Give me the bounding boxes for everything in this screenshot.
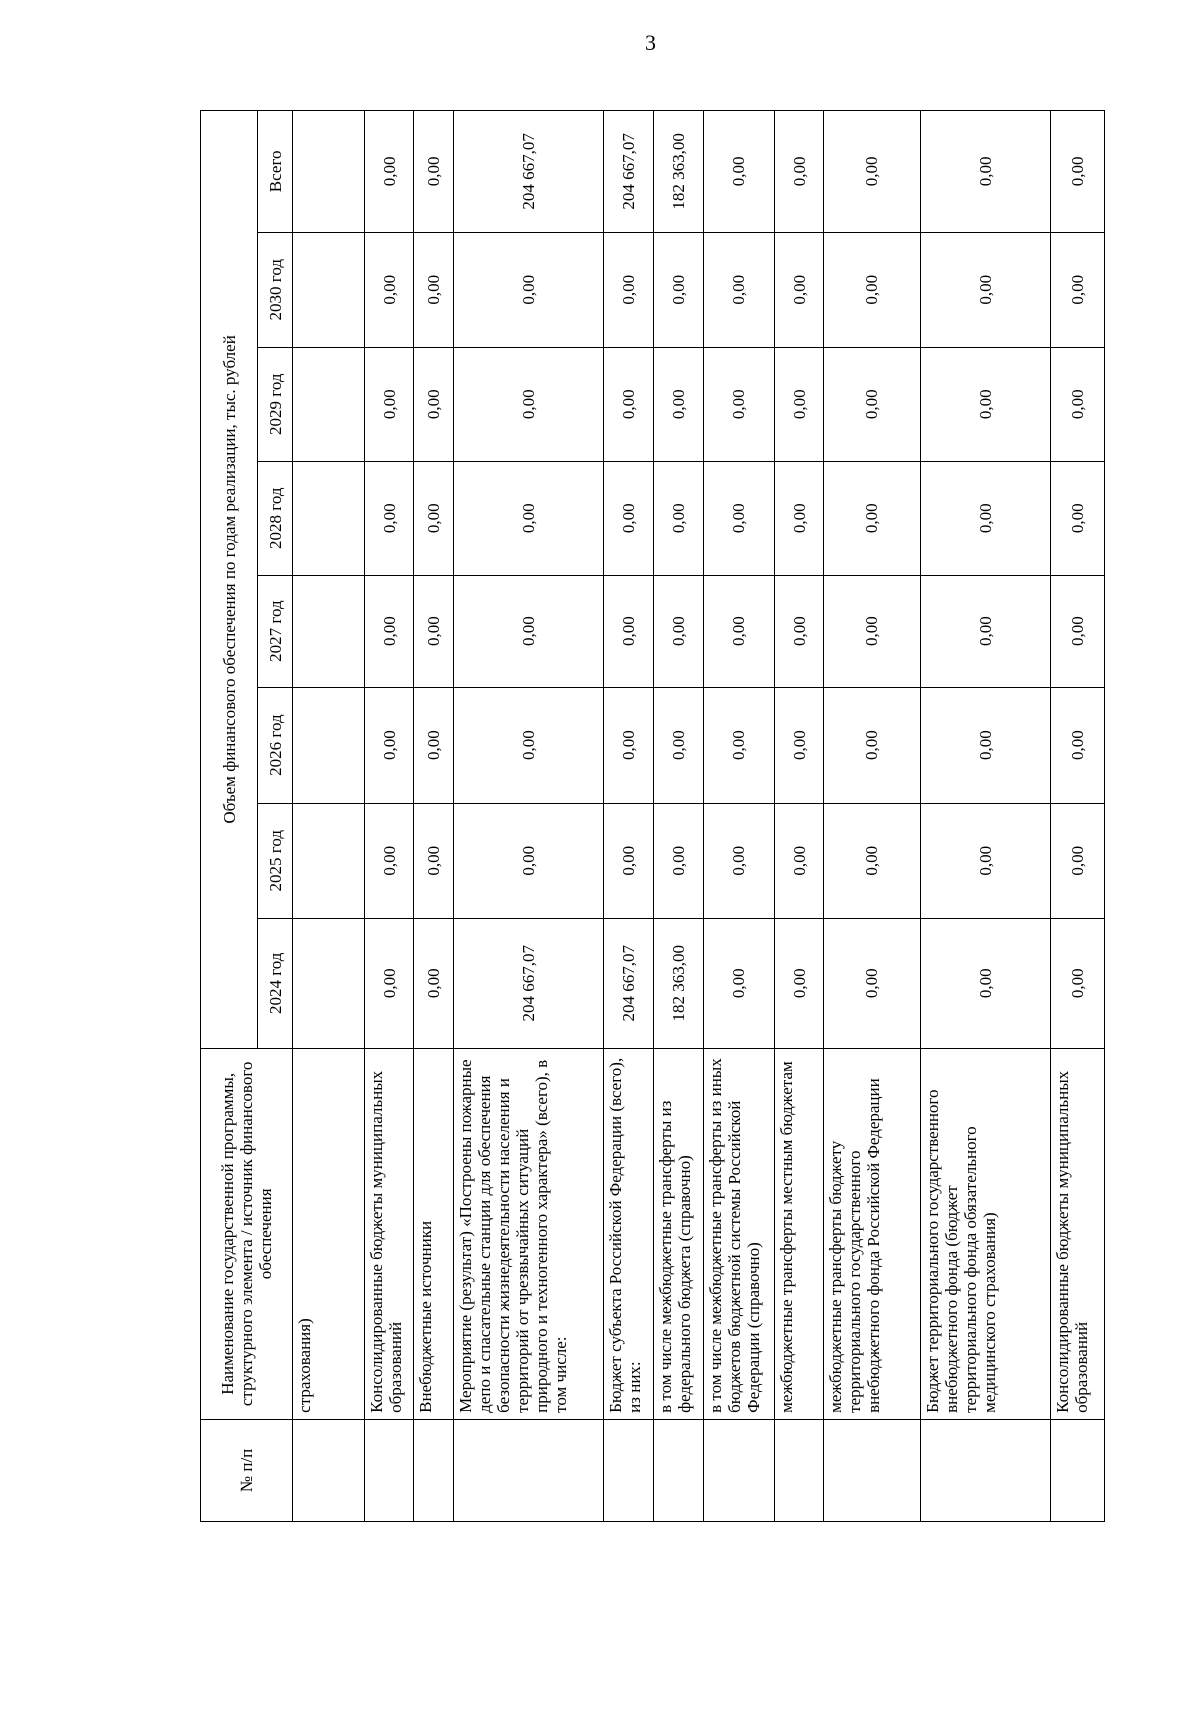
row-value: 0,00 bbox=[653, 687, 703, 803]
row-value: 204 667,07 bbox=[604, 918, 654, 1048]
row-index bbox=[453, 1419, 603, 1521]
row-value: 0,00 bbox=[604, 575, 654, 687]
table-row bbox=[823, 111, 920, 1522]
row-value: 0,00 bbox=[414, 687, 453, 803]
row-name: межбюджетные трансферты местным бюджетам bbox=[775, 1048, 824, 1419]
row-value: 0,00 bbox=[823, 687, 920, 803]
row-value: 0,00 bbox=[453, 232, 603, 347]
row-name: в том числе межбюджетные трансферты из федерального бюджета (справочно) bbox=[653, 1048, 703, 1419]
row-value: 0,00 bbox=[775, 575, 824, 687]
row-name: Консолидированные бюджеты муниципальных образований bbox=[364, 1048, 414, 1419]
header-year: 2030 год bbox=[258, 232, 293, 347]
row-name: страхования) bbox=[293, 1048, 365, 1419]
row-index bbox=[1050, 1419, 1104, 1521]
row-value: 0,00 bbox=[604, 461, 654, 575]
header-group: Объем финансового обеспечения по годам реализации, тыс. рублей bbox=[201, 111, 258, 1049]
row-value: 182 363,00 bbox=[653, 918, 703, 1048]
row-value: 0,00 bbox=[414, 232, 453, 347]
row-value: 0,00 bbox=[1050, 111, 1104, 233]
row-value: 0,00 bbox=[453, 687, 603, 803]
row-value: 0,00 bbox=[364, 575, 414, 687]
row-index bbox=[653, 1419, 703, 1521]
header-index: № п/п bbox=[201, 1419, 293, 1521]
row-value: 0,00 bbox=[653, 347, 703, 461]
row-value: 0,00 bbox=[703, 575, 775, 687]
row-value: 0,00 bbox=[1050, 687, 1104, 803]
row-value: 0,00 bbox=[653, 461, 703, 575]
rotated-table-container bbox=[200, 110, 1105, 1522]
row-value bbox=[293, 232, 365, 347]
row-value: 204 667,07 bbox=[453, 111, 603, 233]
header-year: 2027 год bbox=[258, 575, 293, 687]
row-value bbox=[293, 687, 365, 803]
table-row bbox=[293, 111, 365, 1522]
row-value: 0,00 bbox=[921, 461, 1051, 575]
row-value: 0,00 bbox=[921, 111, 1051, 233]
table-row bbox=[775, 111, 824, 1522]
row-value: 0,00 bbox=[703, 111, 775, 233]
row-index bbox=[414, 1419, 453, 1521]
row-value: 0,00 bbox=[921, 803, 1051, 918]
table-row bbox=[1050, 111, 1104, 1522]
row-value: 0,00 bbox=[703, 347, 775, 461]
row-value: 0,00 bbox=[1050, 232, 1104, 347]
header-year: 2025 год bbox=[258, 803, 293, 918]
header-name: Наименование государственной программы, структурного элемента / источник финансового обеспечения bbox=[201, 1048, 293, 1419]
row-value: 0,00 bbox=[775, 232, 824, 347]
row-value: 0,00 bbox=[823, 918, 920, 1048]
header-year: 2028 год bbox=[258, 461, 293, 575]
header-year: 2026 год bbox=[258, 687, 293, 803]
row-value: 0,00 bbox=[364, 687, 414, 803]
row-value: 0,00 bbox=[653, 232, 703, 347]
row-name: Бюджет субъекта Российской Федерации (всего), из них: bbox=[604, 1048, 654, 1419]
row-name: Бюджет территориального государственного внебюджетного фонда (бюджет территориального фонда обязательного медицинского страхования) bbox=[921, 1048, 1051, 1419]
row-value: 0,00 bbox=[823, 575, 920, 687]
row-value: 0,00 bbox=[921, 918, 1051, 1048]
row-value: 0,00 bbox=[604, 232, 654, 347]
row-index bbox=[293, 1419, 365, 1521]
table-row bbox=[364, 111, 414, 1522]
row-index bbox=[364, 1419, 414, 1521]
row-value: 0,00 bbox=[823, 347, 920, 461]
row-value: 0,00 bbox=[921, 575, 1051, 687]
row-value bbox=[293, 111, 365, 233]
table-row bbox=[653, 111, 703, 1522]
header-year: 2029 год bbox=[258, 347, 293, 461]
row-value: 0,00 bbox=[364, 347, 414, 461]
row-index bbox=[775, 1419, 824, 1521]
table-row bbox=[414, 111, 453, 1522]
page-number: 3 bbox=[645, 30, 656, 55]
row-value: 0,00 bbox=[414, 347, 453, 461]
row-value: 0,00 bbox=[1050, 918, 1104, 1048]
row-value: 0,00 bbox=[364, 461, 414, 575]
row-value: 0,00 bbox=[653, 803, 703, 918]
row-name: в том числе межбюджетные трансферты из иных бюджетов бюджетной системы Российской Федерации (справочно) bbox=[703, 1048, 775, 1419]
row-index bbox=[604, 1419, 654, 1521]
row-value: 0,00 bbox=[1050, 347, 1104, 461]
row-value: 0,00 bbox=[823, 232, 920, 347]
row-value: 0,00 bbox=[703, 687, 775, 803]
row-name: межбюджетные трансферты бюджету территориального государственного внебюджетного фонда Российской Федерации bbox=[823, 1048, 920, 1419]
row-value: 0,00 bbox=[775, 111, 824, 233]
header-year: 2024 год bbox=[258, 918, 293, 1048]
row-value: 0,00 bbox=[775, 803, 824, 918]
row-value: 0,00 bbox=[453, 461, 603, 575]
row-value: 0,00 bbox=[775, 461, 824, 575]
row-value: 0,00 bbox=[364, 803, 414, 918]
row-name: Мероприятие (результат) «Построены пожарные депо и спасательные станции для обеспечения безопасности жизнедеятельности населения и территорий от чрезвычайных ситуаций природного и техногенного характера» (всего), в том числе: bbox=[453, 1048, 603, 1419]
row-value: 204 667,07 bbox=[604, 111, 654, 233]
row-value: 0,00 bbox=[604, 347, 654, 461]
row-value: 0,00 bbox=[823, 461, 920, 575]
row-value: 0,00 bbox=[1050, 803, 1104, 918]
row-name: Консолидированные бюджеты муниципальных образований bbox=[1050, 1048, 1104, 1419]
row-value: 204 667,07 bbox=[453, 918, 603, 1048]
row-value: 0,00 bbox=[775, 347, 824, 461]
row-value: 0,00 bbox=[414, 918, 453, 1048]
row-value: 0,00 bbox=[703, 232, 775, 347]
row-value: 0,00 bbox=[921, 347, 1051, 461]
row-index bbox=[823, 1419, 920, 1521]
row-value bbox=[293, 803, 365, 918]
row-value: 0,00 bbox=[604, 803, 654, 918]
row-value: 0,00 bbox=[921, 687, 1051, 803]
row-value: 0,00 bbox=[775, 687, 824, 803]
row-value: 0,00 bbox=[653, 575, 703, 687]
row-index bbox=[921, 1419, 1051, 1521]
row-value: 0,00 bbox=[703, 461, 775, 575]
row-value: 0,00 bbox=[604, 687, 654, 803]
table-row bbox=[703, 111, 775, 1522]
row-value: 182 363,00 bbox=[653, 111, 703, 233]
row-value: 0,00 bbox=[453, 347, 603, 461]
row-value bbox=[293, 461, 365, 575]
financing-table bbox=[200, 110, 1105, 1522]
row-name: Внебюджетные источники bbox=[414, 1048, 453, 1419]
row-value: 0,00 bbox=[921, 232, 1051, 347]
row-value: 0,00 bbox=[364, 918, 414, 1048]
table-row bbox=[921, 111, 1051, 1522]
table-row bbox=[453, 111, 603, 1522]
row-value bbox=[293, 918, 365, 1048]
row-index bbox=[703, 1419, 775, 1521]
row-value: 0,00 bbox=[414, 111, 453, 233]
row-value: 0,00 bbox=[823, 803, 920, 918]
row-value: 0,00 bbox=[703, 803, 775, 918]
row-value: 0,00 bbox=[703, 918, 775, 1048]
row-value: 0,00 bbox=[1050, 575, 1104, 687]
row-value: 0,00 bbox=[823, 111, 920, 233]
row-value: 0,00 bbox=[364, 111, 414, 233]
row-value: 0,00 bbox=[1050, 461, 1104, 575]
row-value: 0,00 bbox=[414, 803, 453, 918]
row-value: 0,00 bbox=[453, 803, 603, 918]
row-value: 0,00 bbox=[414, 575, 453, 687]
row-value: 0,00 bbox=[453, 575, 603, 687]
header-year: Всего bbox=[258, 111, 293, 233]
row-value bbox=[293, 347, 365, 461]
row-value bbox=[293, 575, 365, 687]
row-value: 0,00 bbox=[414, 461, 453, 575]
row-value: 0,00 bbox=[364, 232, 414, 347]
row-value: 0,00 bbox=[775, 918, 824, 1048]
table-row bbox=[604, 111, 654, 1522]
